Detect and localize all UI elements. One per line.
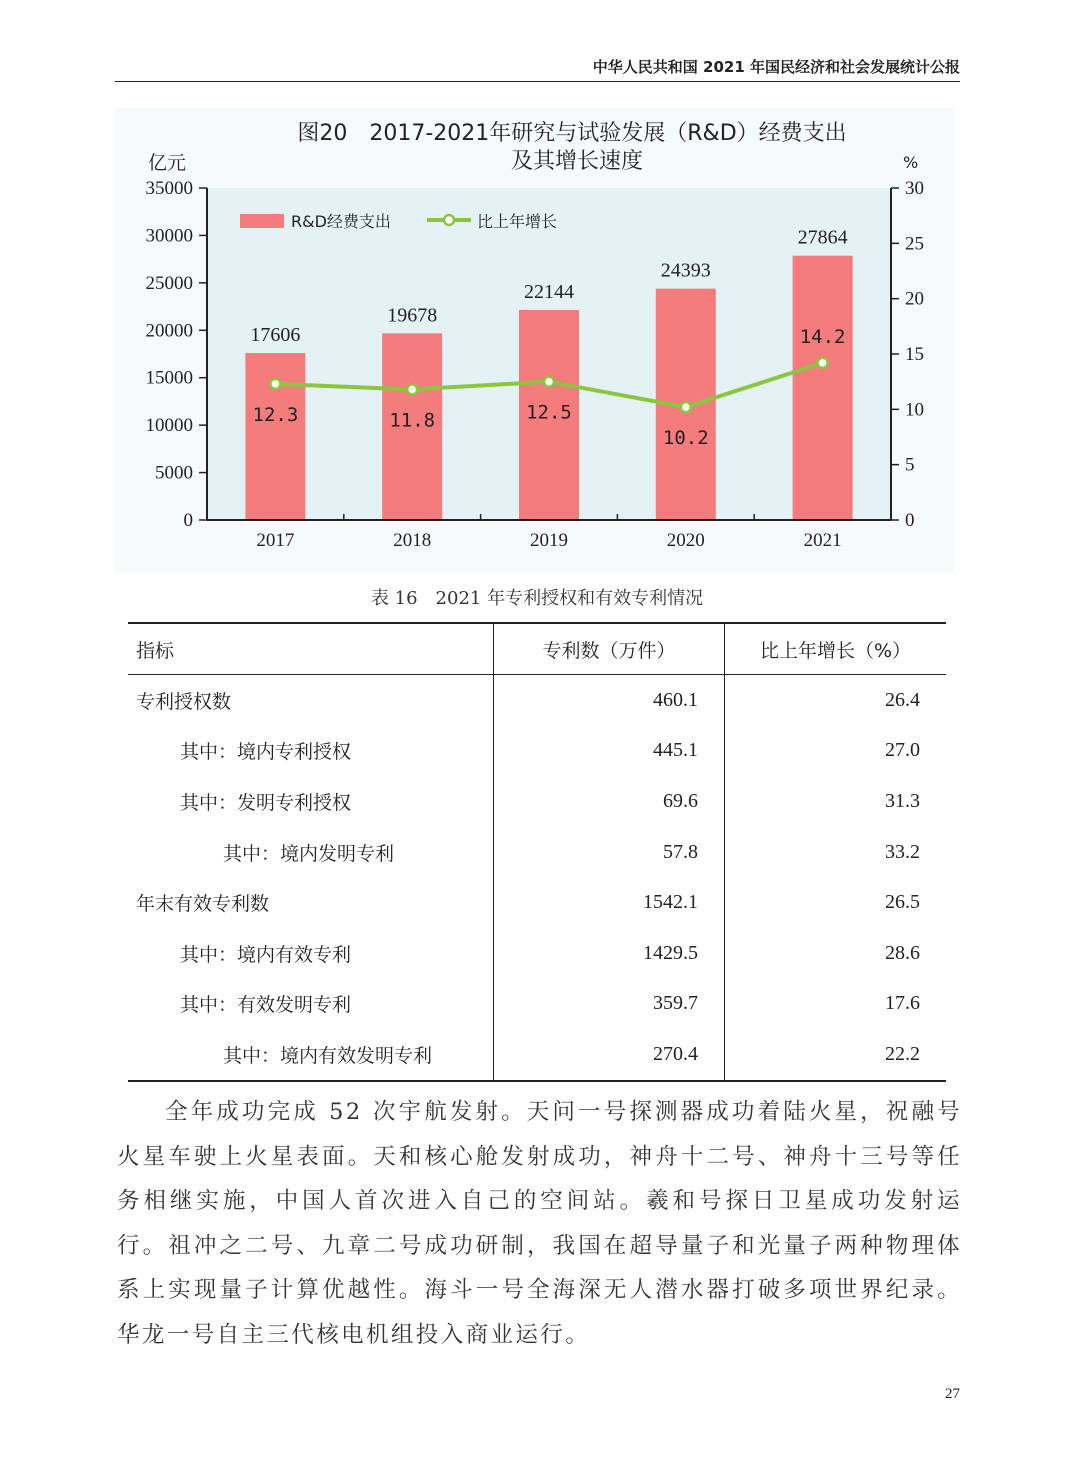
right-axis-unit: % — [903, 153, 919, 172]
x-tick-label: 2019 — [530, 530, 568, 551]
x-tick-label: 2021 — [803, 530, 842, 551]
bar-value-label: 19678 — [387, 304, 438, 327]
row-growth: 26.5 — [725, 877, 947, 928]
report-header: 中华人民共和国 2021 年国民经济和社会发展统计公报 — [592, 58, 960, 76]
x-tick-label: 2018 — [393, 530, 432, 551]
left-tick-label: 10000 — [145, 415, 193, 437]
row-value: 460.1 — [494, 675, 725, 726]
table-row — [128, 726, 946, 777]
row-label: 其中：发明专利授权 — [180, 791, 352, 814]
row-growth: 28.6 — [725, 928, 947, 979]
chart-title-line1: 图20 2017-2021年研究与试验发展（R&D）经费支出 — [297, 121, 847, 146]
row-label: 其中：境内专利授权 — [180, 741, 352, 764]
x-tick-label: 2020 — [666, 530, 705, 551]
table-header-row — [128, 623, 946, 675]
row-growth: 31.3 — [725, 776, 947, 827]
growth-point-2020 — [681, 402, 691, 412]
row-value: 1429.5 — [494, 928, 725, 979]
row-value: 270.4 — [494, 1029, 725, 1081]
growth-label: 12.5 — [526, 401, 572, 424]
bar-value-label: 22144 — [524, 280, 574, 303]
table-row — [128, 776, 946, 827]
growth-point-2017 — [270, 379, 280, 389]
table-row — [128, 827, 946, 878]
growth-label: 11.8 — [389, 409, 436, 432]
row-value: 69.6 — [494, 776, 725, 827]
left-tick-label: 25000 — [145, 272, 193, 294]
chart-svg — [115, 108, 955, 573]
x-tick-label: 2017 — [256, 530, 295, 551]
row-value: 1542.1 — [494, 877, 725, 928]
growth-label: 12.3 — [252, 403, 299, 426]
row-label: 专利授权数 — [136, 690, 232, 713]
table-row — [128, 979, 946, 1030]
row-label: 其中：有效发明专利 — [180, 994, 352, 1017]
left-tick-label: 35000 — [145, 178, 193, 199]
bar-value-label: 17606 — [250, 323, 301, 346]
row-label: 其中：境内有效专利 — [180, 943, 352, 966]
left-tick-label: 20000 — [145, 320, 193, 342]
rd-expenditure-chart — [115, 108, 955, 573]
growth-point-2019 — [544, 377, 554, 387]
left-tick-label: 30000 — [145, 225, 193, 247]
left-tick-label: 15000 — [145, 367, 193, 389]
header-rule — [115, 81, 960, 82]
right-tick-label: 10 — [905, 399, 924, 421]
table-caption: 表 16 2021 年专利授权和有效专利情况 — [370, 588, 704, 609]
bar-2021 — [793, 256, 853, 520]
growth-label: 10.2 — [662, 427, 709, 450]
bar-value-label: 24393 — [660, 259, 711, 282]
growth-point-2018 — [407, 384, 417, 394]
growth-point-2021 — [818, 358, 828, 368]
table-row — [128, 877, 946, 928]
right-tick-label: 15 — [905, 344, 924, 365]
right-tick-label: 30 — [905, 178, 924, 199]
row-growth: 22.2 — [725, 1029, 947, 1081]
row-growth: 33.2 — [725, 827, 947, 878]
row-value: 57.8 — [494, 827, 725, 878]
chart-title-line2: 及其增长速度 — [510, 149, 644, 174]
left-axis-unit: 亿元 — [148, 152, 187, 174]
row-label: 其中：境内有效发明专利 — [128, 1029, 494, 1081]
row-growth: 26.4 — [725, 675, 947, 726]
row-value: 445.1 — [494, 726, 725, 777]
table-row — [128, 1029, 946, 1081]
row-growth: 27.0 — [725, 726, 947, 777]
left-tick-label: 5000 — [155, 462, 193, 484]
table-row — [128, 675, 946, 726]
growth-label: 14.2 — [799, 325, 846, 348]
right-tick-label: 0 — [905, 510, 915, 531]
left-tick-label: 0 — [183, 510, 193, 531]
legend-bar-label: R&D经费支出 — [291, 212, 391, 231]
row-growth: 17.6 — [725, 979, 947, 1030]
header-growth: 比上年增长（%） — [725, 623, 947, 675]
patent-table — [128, 622, 946, 1082]
bar-value-label: 27864 — [797, 226, 848, 249]
table-row — [128, 928, 946, 979]
row-label: 其中：境内发明专利 — [223, 842, 395, 865]
header-patent-count: 专利数（万件） — [494, 623, 725, 675]
legend-line-label: 比上年增长 — [477, 212, 558, 231]
row-value: 359.7 — [494, 979, 725, 1030]
body-paragraph: 全年成功完成 52 次宇航发射。天问一号探测器成功着陆火星，祝融号火星车驶上火星表面。天和核心舱发射成功，神舟十二号、神舟十三号等任务相继实施，中国人首次进入自己的空间站。羲和号探日卫星成功发射运行。祖冲之二号、九章二号成功研制，我国在超导量子和光量子两种物理体系上实现量子计算优越性。海斗一号全海深无人潜水器打破多项世界纪录。华龙一号自主三代核电机组投入商业运行。 — [117, 1099, 962, 1348]
legend-bar-swatch — [240, 214, 284, 228]
header-indicator: 指标 — [128, 623, 494, 675]
right-tick-label: 20 — [905, 288, 924, 310]
row-label: 年末有效专利数 — [136, 893, 270, 916]
page-number: 27 — [945, 1386, 960, 1402]
right-tick-label: 5 — [905, 454, 915, 476]
right-tick-label: 25 — [905, 233, 924, 255]
legend-line-marker — [444, 215, 454, 225]
